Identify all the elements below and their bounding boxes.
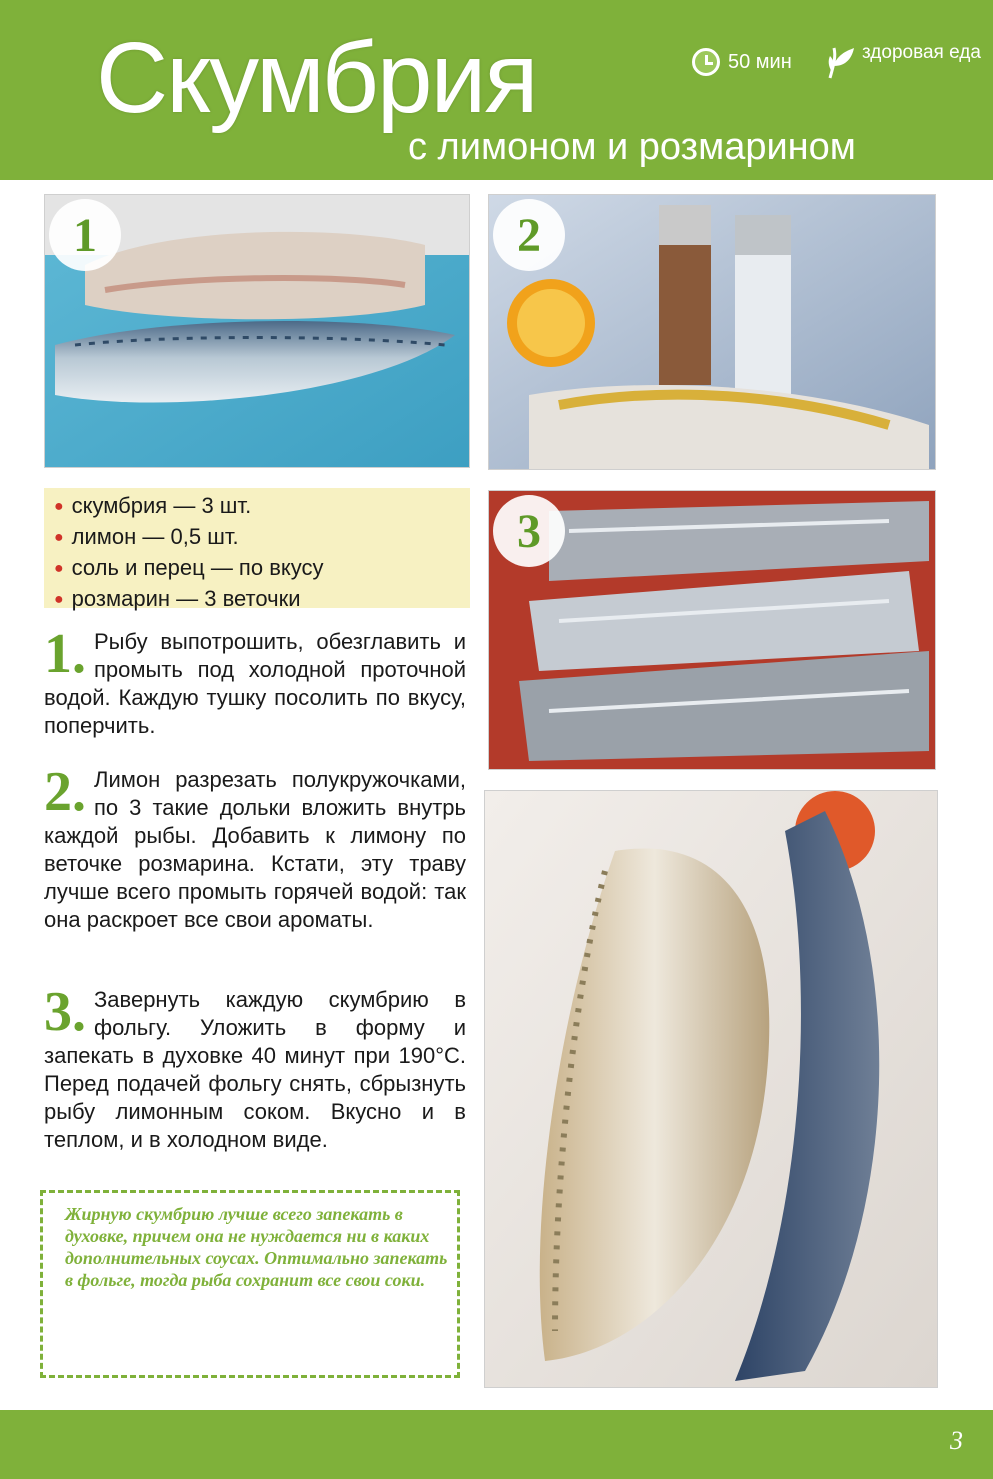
- instruction-step-3: [44, 981, 466, 1154]
- step-text: Завернуть каждую скумбрию в фольгу. Уложить в форму и запекать в духовке 40 минут при 190°С. Перед подачей фольгу снять, сбрызнуть рыбу лимонным соком. Вкусно и в теплом, и в холодном виде.: [44, 987, 466, 1152]
- bullet-icon: ●: [54, 591, 64, 608]
- photo-step-number: 2: [493, 199, 565, 271]
- photo-step-1: [44, 194, 470, 468]
- list-item: ● скумбрия — 3 шт.: [54, 493, 252, 518]
- instruction-step-2: [44, 761, 466, 934]
- step-text: Лимон разрезать полукружочками, по 3 такие дольки вложить внутрь каждой рыбы. Добавить к лимону по веточке розмарина. Кстати, эту траву лучше всего промыть горячей водой: так она раскроет все свои ароматы.: [44, 767, 466, 932]
- cook-time-label: 50 мин: [728, 50, 792, 73]
- photo-step-3: [488, 490, 936, 770]
- photo-final-dish: [484, 790, 938, 1388]
- bullet-icon: ●: [54, 498, 64, 515]
- footer-band: [0, 1410, 993, 1479]
- photo-step-number: 3: [493, 495, 565, 567]
- cook-time: [692, 44, 792, 80]
- bullet-icon: ●: [54, 529, 64, 546]
- header-band: [0, 0, 993, 180]
- bullet-icon: ●: [54, 560, 64, 577]
- leaf-icon: [826, 44, 856, 80]
- step-text: Рыбу выпотрошить, обезглавить и промыть под холодной проточной водой. Каждую тушку посолить по вкусу, поперчить.: [44, 629, 466, 738]
- ingredients-box: [44, 488, 470, 611]
- instruction-step-1: [44, 623, 466, 740]
- photo-step-2: [488, 194, 936, 470]
- photo-step-number: 1: [49, 199, 121, 271]
- step-number: 3.: [44, 981, 86, 1043]
- page-number: 3: [950, 1426, 963, 1455]
- list-item: ● розмарин — 3 веточки: [54, 586, 301, 611]
- list-item: ● соль и перец — по вкусу: [54, 555, 324, 580]
- tip-box: [40, 1190, 460, 1378]
- step-number: 1.: [44, 623, 86, 685]
- ingredients-list: [54, 492, 470, 616]
- baked-mackerel-photo: [485, 791, 937, 1387]
- clock-icon: [692, 48, 720, 76]
- tip-text: Жирную скумбрию лучше всего запекать в духовке, причем она не нуждается ни в каких дополнительных соусах. Оптимально запекать в фольге, тогда рыба сохранит все свои соки.: [65, 1204, 448, 1290]
- healthy-badge: [826, 44, 982, 80]
- list-item: ● лимон — 0,5 шт.: [54, 524, 239, 549]
- step-number: 2.: [44, 761, 86, 823]
- recipe-subtitle: с лимоном и розмарином: [408, 126, 856, 168]
- healthy-label: здоровая еда: [862, 42, 981, 63]
- recipe-title: Скумбрия: [96, 22, 537, 134]
